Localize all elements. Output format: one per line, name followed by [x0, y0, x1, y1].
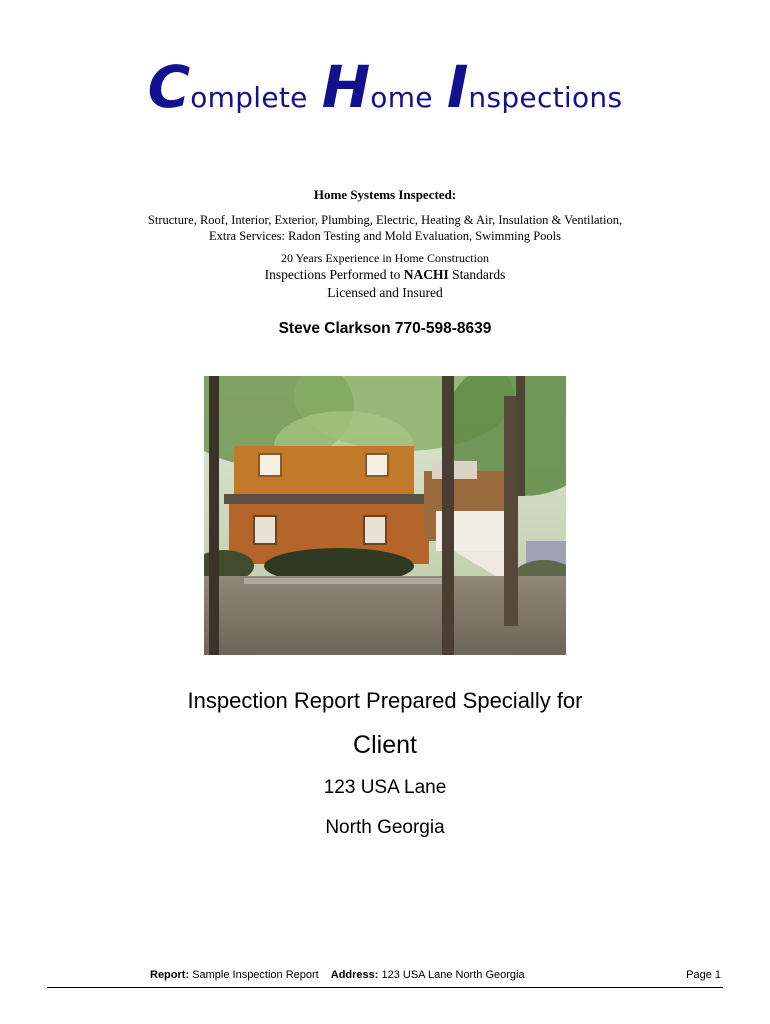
logo-letter-c: C [147, 53, 191, 121]
client-street: 123 USA Lane [323, 777, 447, 798]
standards-suffix: Standards [448, 267, 506, 282]
logo-letter-i: I [446, 53, 469, 121]
footer-address-label: Address: [330, 969, 379, 981]
company-logo [0, 53, 770, 121]
logo-word-complete: omplete [190, 81, 308, 114]
systems-line-2: Extra Services: Radon Testing and Mold Evaluation, Swimming Pools [209, 229, 561, 243]
footer-report-label: Report: [150, 969, 190, 981]
standards-prefix: Inspections Performed to [264, 267, 404, 282]
footer-page-number: Page 1 [686, 969, 721, 981]
logo-word-home: ome [370, 81, 433, 114]
licensed-text: Licensed and Insured [327, 285, 443, 300]
systems-heading: Home Systems Inspected: [313, 187, 457, 202]
house-photo [204, 376, 566, 655]
client-name: Client [353, 731, 417, 759]
standards-org: NACHI [403, 267, 449, 282]
footer-address-value: 123 USA Lane North Georgia [378, 969, 525, 981]
page-footer [47, 967, 723, 988]
experience-text: 20 Years Experience in Home Construction [281, 251, 489, 265]
client-region: North Georgia [325, 817, 445, 838]
footer-report-value: Sample Inspection Report [189, 969, 319, 981]
standards-text [0, 267, 770, 283]
footer-details [150, 969, 525, 981]
report-prepared-for: Inspection Report Prepared Specially for [187, 688, 583, 713]
systems-list [0, 212, 770, 244]
systems-line-1: Structure, Roof, Interior, Exterior, Plumbing, Electric, Heating & Air, Insulation & Ventilation, [147, 213, 623, 227]
logo-letter-h: H [321, 53, 371, 121]
contact-name-phone: Steve Clarkson 770-598-8639 [278, 320, 492, 337]
logo-word-inspections: nspections [468, 81, 623, 114]
